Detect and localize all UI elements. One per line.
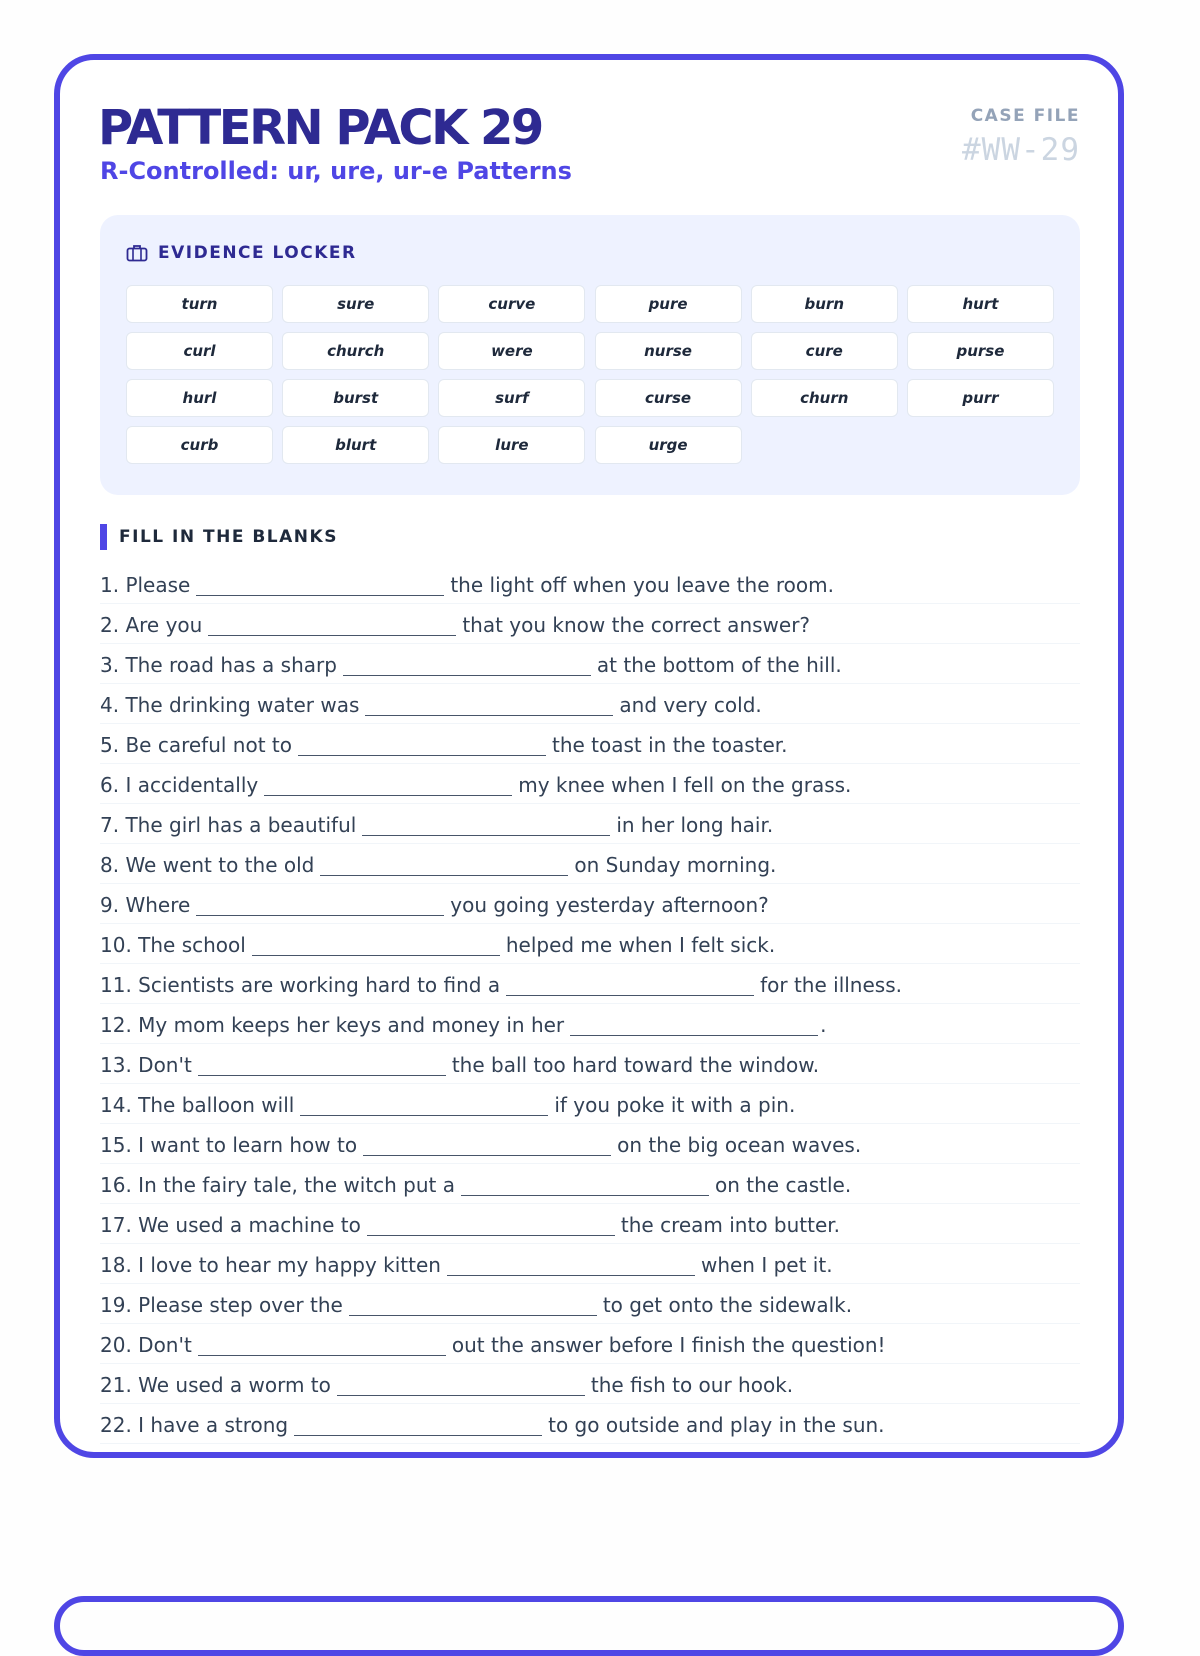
question-text-before: 17. We used a machine to <box>100 1213 361 1237</box>
question-item <box>100 684 1080 724</box>
answer-blank[interactable] <box>570 1015 818 1036</box>
question-item <box>100 844 1080 884</box>
question-text-after: to go outside and play in the sun. <box>548 1413 885 1437</box>
question-text-before: 13. Don't <box>100 1053 192 1077</box>
question-text-after: the cream into butter. <box>620 1213 841 1237</box>
answer-blank[interactable] <box>349 1295 597 1316</box>
word-tile: cure <box>751 332 898 370</box>
question-text-before: 15. I want to learn how to <box>100 1133 358 1157</box>
word-tile: hurl <box>126 379 273 417</box>
question-item <box>100 1324 1080 1364</box>
question-text-before: 6. I accidentally <box>100 773 259 797</box>
question-text-after: to get onto the sidewalk. <box>602 1293 853 1317</box>
answer-blank[interactable] <box>208 615 456 636</box>
question-item <box>100 1044 1080 1084</box>
question-text-after: . <box>820 1013 827 1037</box>
word-tile: blurt <box>282 426 429 464</box>
answer-blank[interactable] <box>320 855 568 876</box>
word-tile: were <box>438 332 585 370</box>
question-item <box>100 1004 1080 1044</box>
case-file-label: CASE FILE <box>970 106 1080 126</box>
answer-blank[interactable] <box>196 895 444 916</box>
answer-blank[interactable] <box>252 935 500 956</box>
word-tile: burn <box>751 285 898 323</box>
fill-in-label: FILL IN THE BLANKS <box>119 527 338 547</box>
answer-blank[interactable] <box>365 695 613 716</box>
page-title: PATTERN PACK 29 <box>98 100 542 156</box>
answer-blank[interactable] <box>198 1055 446 1076</box>
answer-blank[interactable] <box>298 735 546 756</box>
evidence-locker-header <box>126 243 357 263</box>
question-text-before: 16. In the fairy tale, the witch put a <box>100 1173 456 1197</box>
answer-blank[interactable] <box>300 1095 548 1116</box>
word-tile: urge <box>595 426 742 464</box>
question-text-before: 12. My mom keeps her keys and money in her <box>100 1013 565 1037</box>
question-list <box>100 564 1080 1444</box>
question-item <box>100 1084 1080 1124</box>
question-text-before: 7. The girl has a beautiful <box>100 813 357 837</box>
question-text-before: 3. The road has a sharp <box>100 653 337 677</box>
question-text-before: 10. The school <box>100 933 246 957</box>
question-text-before: 8. We went to the old <box>100 853 315 877</box>
word-tile: turn <box>126 285 273 323</box>
word-tile: sure <box>282 285 429 323</box>
question-item <box>100 924 1080 964</box>
question-text-after: on the castle. <box>715 1173 852 1197</box>
question-text-before: 9. Where <box>100 893 191 917</box>
answer-blank[interactable] <box>198 1335 446 1356</box>
word-tile: lure <box>438 426 585 464</box>
question-text-after: the toast in the toaster. <box>551 733 788 757</box>
word-tile: hurt <box>907 285 1054 323</box>
answer-blank[interactable] <box>294 1415 542 1436</box>
question-item <box>100 1404 1080 1444</box>
question-item <box>100 1204 1080 1244</box>
word-bank-grid <box>126 285 1054 464</box>
question-item <box>100 1364 1080 1404</box>
question-text-after: my knee when I fell on the grass. <box>518 773 852 797</box>
question-item <box>100 644 1080 684</box>
question-item <box>100 804 1080 844</box>
question-text-before: 2. Are you <box>100 613 203 637</box>
word-tile: burst <box>282 379 429 417</box>
word-tile: purse <box>907 332 1054 370</box>
question-text-before: 18. I love to hear my happy kitten <box>100 1253 441 1277</box>
answer-blank[interactable] <box>506 975 754 996</box>
next-card-edge <box>54 1596 1124 1656</box>
question-text-after: when I pet it. <box>700 1253 833 1277</box>
section-accent-bar <box>100 524 107 550</box>
answer-blank[interactable] <box>363 1135 611 1156</box>
question-item <box>100 1124 1080 1164</box>
evidence-locker-label: EVIDENCE LOCKER <box>158 243 357 263</box>
word-tile: curl <box>126 332 273 370</box>
word-tile: pure <box>595 285 742 323</box>
question-text-before: 21. We used a worm to <box>100 1373 331 1397</box>
question-item <box>100 884 1080 924</box>
word-tile: surf <box>438 379 585 417</box>
question-item <box>100 724 1080 764</box>
question-text-after: in her long hair. <box>616 813 774 837</box>
answer-blank[interactable] <box>461 1175 709 1196</box>
question-text-after: helped me when I felt sick. <box>505 933 776 957</box>
answer-blank[interactable] <box>367 1215 615 1236</box>
answer-blank[interactable] <box>196 575 444 596</box>
briefcase-icon <box>126 244 148 262</box>
word-tile: curve <box>438 285 585 323</box>
question-item <box>100 764 1080 804</box>
case-file-id: #WW-29 <box>962 132 1080 168</box>
page-subtitle: R-Controlled: ur, ure, ur-e Patterns <box>100 157 572 185</box>
question-text-after: the light off when you leave the room. <box>450 573 834 597</box>
question-text-after: for the illness. <box>760 973 902 997</box>
question-text-before: 11. Scientists are working hard to find a <box>100 973 501 997</box>
word-tile: nurse <box>595 332 742 370</box>
evidence-locker <box>100 215 1080 495</box>
question-item <box>100 564 1080 604</box>
answer-blank[interactable] <box>447 1255 695 1276</box>
question-item <box>100 1244 1080 1284</box>
question-text-after: at the bottom of the hill. <box>596 653 842 677</box>
question-text-after: on Sunday morning. <box>574 853 777 877</box>
question-text-before: 22. I have a strong <box>100 1413 289 1437</box>
question-text-before: 14. The balloon will <box>100 1093 295 1117</box>
word-tile: curse <box>595 379 742 417</box>
fill-in-header <box>100 524 338 550</box>
question-text-after: out the answer before I finish the question! <box>451 1333 886 1357</box>
question-item <box>100 604 1080 644</box>
question-text-before: 5. Be careful not to <box>100 733 292 757</box>
question-item <box>100 1164 1080 1204</box>
question-text-after: the fish to our hook. <box>590 1373 794 1397</box>
answer-blank[interactable] <box>264 775 512 796</box>
question-item <box>100 1284 1080 1324</box>
word-tile: churn <box>751 379 898 417</box>
question-text-after: you going yesterday afternoon? <box>450 893 769 917</box>
word-tile: curb <box>126 426 273 464</box>
answer-blank[interactable] <box>337 1375 585 1396</box>
question-text-before: 19. Please step over the <box>100 1293 343 1317</box>
question-text-before: 1. Please <box>100 573 191 597</box>
word-tile: church <box>282 332 429 370</box>
question-text-after: and very cold. <box>619 693 762 717</box>
answer-blank[interactable] <box>343 655 591 676</box>
question-item <box>100 964 1080 1004</box>
question-text-after: the ball too hard toward the window. <box>451 1053 820 1077</box>
answer-blank[interactable] <box>362 815 610 836</box>
worksheet-card <box>54 54 1124 1458</box>
question-text-after: on the big ocean waves. <box>617 1133 862 1157</box>
question-text-after: that you know the correct answer? <box>462 613 811 637</box>
question-text-after: if you poke it with a pin. <box>554 1093 796 1117</box>
question-text-before: 4. The drinking water was <box>100 693 360 717</box>
question-text-before: 20. Don't <box>100 1333 192 1357</box>
word-tile: purr <box>907 379 1054 417</box>
